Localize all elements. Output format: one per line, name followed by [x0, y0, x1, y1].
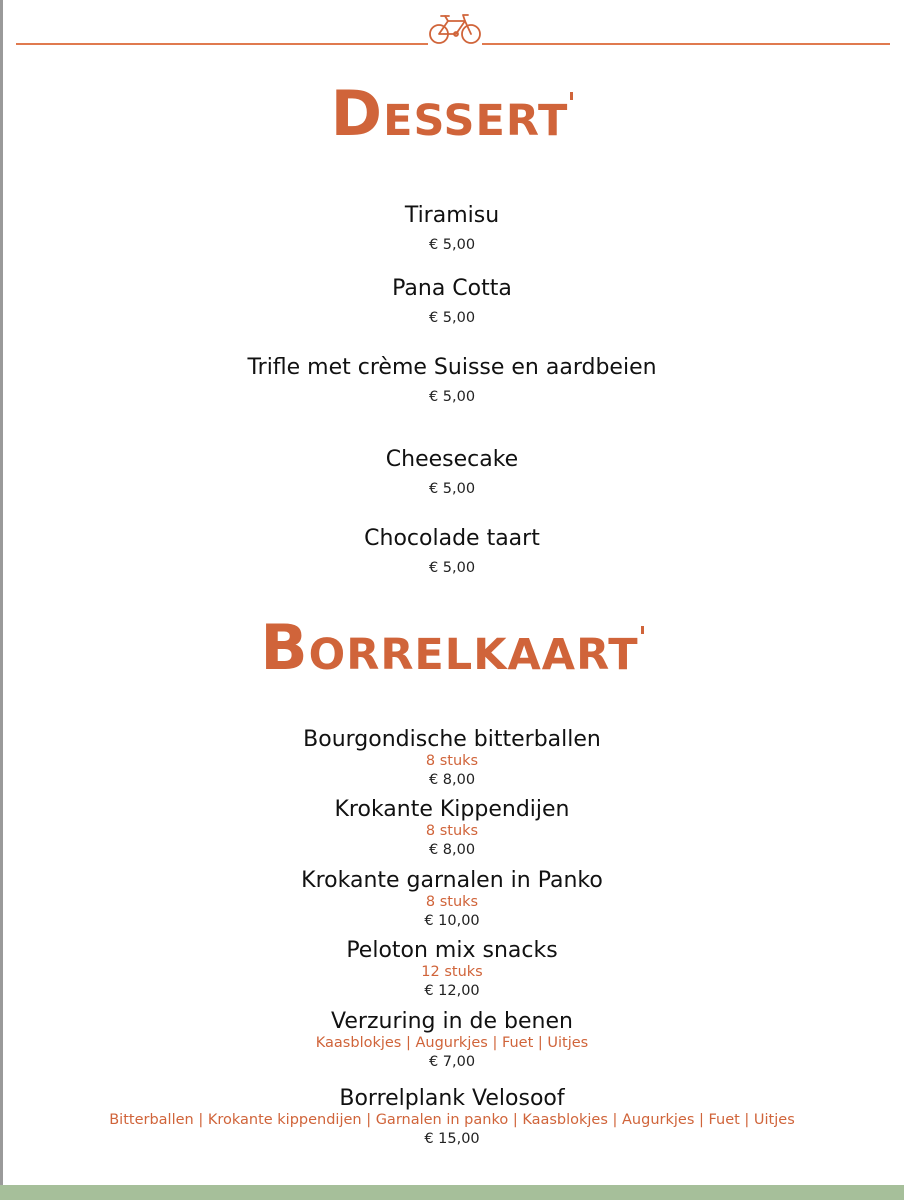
item-price: € 5,00: [428, 237, 476, 253]
item-description: 12 stuks: [421, 964, 483, 980]
item-price: € 5,00: [428, 481, 476, 497]
menu-item: [0, 446, 904, 499]
item-name: Pana Cotta: [392, 276, 512, 301]
bicycle-icon: [428, 12, 482, 46]
item-name: Chocolade taart: [364, 526, 540, 551]
menu-item: [0, 202, 904, 255]
item-name: Krokante Kippendijen: [334, 797, 570, 822]
menu-item: [0, 275, 904, 328]
menu-item: [0, 1009, 904, 1072]
item-price: € 5,00: [428, 310, 476, 326]
item-price: € 5,00: [428, 389, 476, 405]
item-name: Cheesecake: [385, 447, 519, 472]
item-price: € 10,00: [424, 913, 480, 929]
item-name: Trifle met crème Suisse en aardbeien: [247, 355, 657, 380]
menu-item: [0, 727, 904, 790]
item-price: € 8,00: [428, 772, 476, 788]
item-name: Bourgondische bitterballen: [303, 727, 601, 752]
borrelkaart-heading: Borrelkaart: [0, 612, 904, 684]
item-name: Peloton mix snacks: [346, 938, 558, 963]
item-price: € 15,00: [424, 1131, 480, 1147]
item-price: € 5,00: [428, 560, 476, 576]
item-description: 8 stuks: [425, 753, 479, 769]
item-name: Borrelplank Velosoof: [339, 1086, 565, 1111]
item-name: Tiramisu: [404, 203, 500, 228]
menu-item: [0, 354, 904, 407]
item-price: € 12,00: [424, 983, 480, 999]
item-price: € 7,00: [428, 1054, 476, 1070]
item-description: 8 stuks: [425, 823, 479, 839]
footer-band: [0, 1185, 904, 1200]
menu-item: [0, 1086, 904, 1149]
menu-item: [0, 938, 904, 1001]
item-name: Krokante garnalen in Panko: [301, 868, 603, 893]
item-description: Kaasblokjes | Augurkjes | Fuet | Uitjes: [315, 1035, 589, 1051]
item-name: Verzuring in de benen: [331, 1009, 573, 1034]
dessert-heading: Dessert: [0, 78, 904, 150]
item-description: 8 stuks: [425, 894, 479, 910]
item-price: € 8,00: [428, 842, 476, 858]
menu-item: [0, 525, 904, 578]
menu-item: [0, 797, 904, 860]
menu-item: [0, 868, 904, 931]
item-description: Bitterballen | Krokante kippendijen | Garnalen in panko | Kaasblokjes | Augurkjes | Fuet | Uitjes: [109, 1112, 795, 1128]
